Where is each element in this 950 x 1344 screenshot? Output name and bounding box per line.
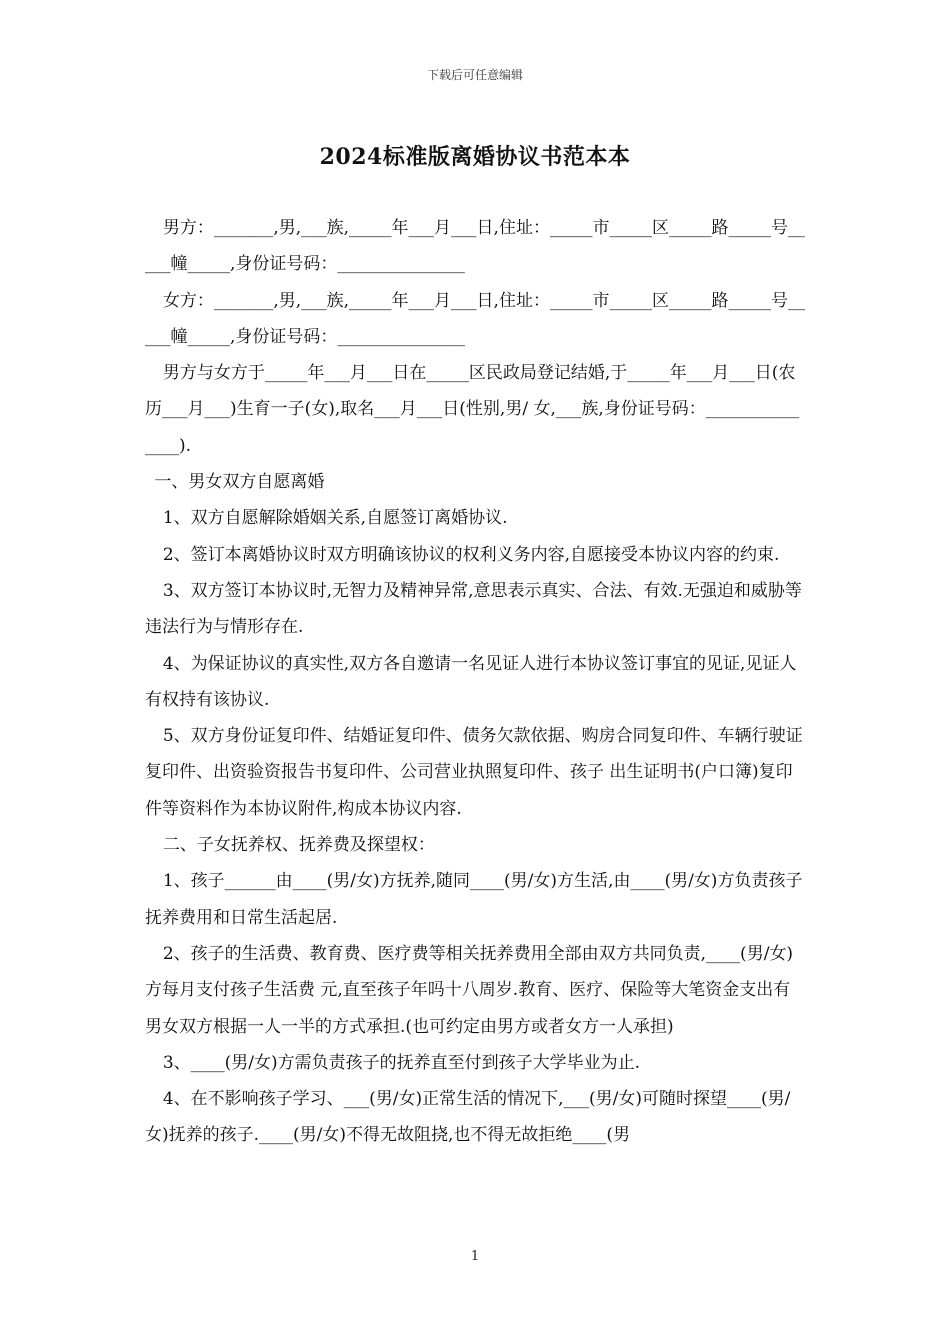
paragraph-marriage-info: 男方与女方于_____年___月___日在_____区民政局登记结婚,于_____年___月___日(农历___月___)生育一子(女),取名___月___日(性别,男/ 女,___族,身份证号码：_______________). <box>145 363 800 456</box>
header-note: 下载后可任意编辑 <box>426 68 523 82</box>
paragraph-clause-2-4: 4、在不影响孩子学习、___(男/女)正常生活的情况下,___(男/女)可随时探望____(男/女)抚养的孩子.____(男/女)不得无故阻挠,也不得无故拒绝____(男 <box>145 1089 791 1146</box>
paragraph-clause-2-2: 2、孩子的生活费、教育费、医疗费等相关抚养费用全部由双方共同负责,____(男/女)方每月支付孩子生活费 元,直至孩子年吗十八周岁.教育、医疗、保险等大笔资金支出有男女双方根据一人一半的方式承担.(也可约定由男方或者女方一人承担) <box>145 943 794 1037</box>
paragraph-clause-1-2: 2、签订本离婚协议时双方明确该协议的权利义务内容,自愿接受本协议内容的约束. <box>162 544 780 565</box>
section-heading-child-custody: 二、子女抚养权、抚养费及探望权： <box>162 835 435 856</box>
paragraph-clause-1-1: 1、双方自愿解除婚姻关系,自愿签订离婚协议. <box>162 508 508 529</box>
document-body <box>145 210 807 1154</box>
paragraph-wife-info: 女方：_______,男,___族,_____年___月___日,住址：_____市_____区_____路_____号_____幢_____,身份证号码：_______________ <box>145 290 805 347</box>
paragraph-husband-info: 男方：_______,男,___族,_____年___月___日,住址：_____市_____区_____路_____号_____幢_____,身份证号码：_______________ <box>145 218 805 275</box>
paragraph-clause-2-1: 1、孩子______由____(男/女)方抚养,随同____(男/女)方生活,由____(男/女)方负责孩子抚养费用和日常生活起居. <box>145 871 803 928</box>
document-title: 2024标准版离婚协议书范本本 <box>319 144 631 170</box>
section-heading-voluntary-divorce: 一、男女双方自愿离婚 <box>154 472 325 493</box>
paragraph-clause-1-3: 3、双方签订本协议时,无智力及精神异常,意思表示真实、合法、有效.无强迫和威胁等违法行为与情形存在. <box>145 580 802 638</box>
page-number: 1 <box>470 1249 480 1264</box>
paragraph-clause-1-5: 5、双方身份证复印件、结婚证复印件、债务欠款依据、购房合同复印件、车辆行驶证复印件、出资验资报告书复印件、公司营业执照复印件、孩子 出生证明书(户口簿)复印件等资料作为本协议附件,构成本协议内容. <box>145 726 803 819</box>
paragraph-clause-2-3: 3、____(男/女)方需负责孩子的抚养直至付到孩子大学毕业为止. <box>162 1052 641 1073</box>
paragraph-clause-1-4: 4、为保证协议的真实性,双方各自邀请一名见证人进行本协议签订事宜的见证,见证人有权持有该协议. <box>145 653 797 710</box>
